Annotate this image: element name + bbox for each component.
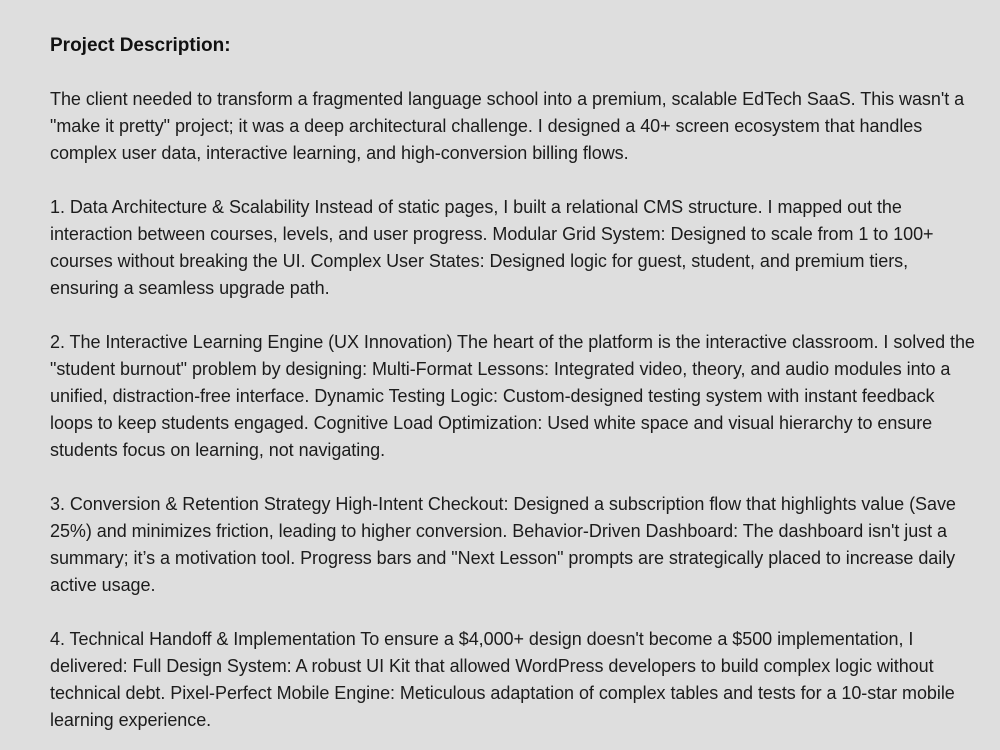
conversion-strategy-paragraph: 3. Conversion & Retention Strategy High-Intent Checkout: Designed a subscription flow that highlights value (Save 25%) and minimizes friction, leading to higher conversion. Behavior-Driven Dashboard: The dashboard isn't just a summary; it’s a motivation tool. Progress bars and "Next Lesson" prompts are strategically placed to increase daily active usage.	[50, 494, 956, 595]
learning-engine-paragraph: 2. The Interactive Learning Engine (UX Innovation) The heart of the platform is the interactive classroom. I solved the "student burnout" problem by designing: Multi-Format Lessons: Integrated video, theory, and audio modules into a unified, distraction-free interface. Dynamic Testing Logic: Custom-designed testing system with instant feedback loops to keep students engaged. Cognitive Load Optimization: Used white space and visual hierarchy to ensure students focus on learning, not navigating.	[50, 332, 975, 460]
document-title: Project Description:	[50, 35, 231, 56]
data-architecture-paragraph: 1. Data Architecture & Scalability Instead of static pages, I built a relational CMS structure. I mapped out the interaction between courses, levels, and user progress. Modular Grid System: Designed to scale from 1 to 100+ courses without breaking the UI. Complex User States: Designed logic for guest, student, and premium tiers, ensuring a seamless upgrade path.	[50, 197, 934, 298]
project-description-document	[50, 32, 975, 734]
intro-paragraph: The client needed to transform a fragmented language school into a premium, scalable EdTech SaaS. This wasn't a "make it pretty" project; it was a deep architectural challenge. I designed a 40+ screen ecosystem that handles complex user data, interactive learning, and high-conversion billing flows.	[50, 89, 965, 163]
technical-handoff-paragraph: 4. Technical Handoff & Implementation To ensure a $4,000+ design doesn't become a $500 implementation, I delivered: Full Design System: A robust UI Kit that allowed WordPress developers to build complex logic without technical debt. Pixel-Perfect Mobile Engine: Meticulous adaptation of complex tables and tests for a 10-star mobile learning experience.	[50, 629, 955, 730]
